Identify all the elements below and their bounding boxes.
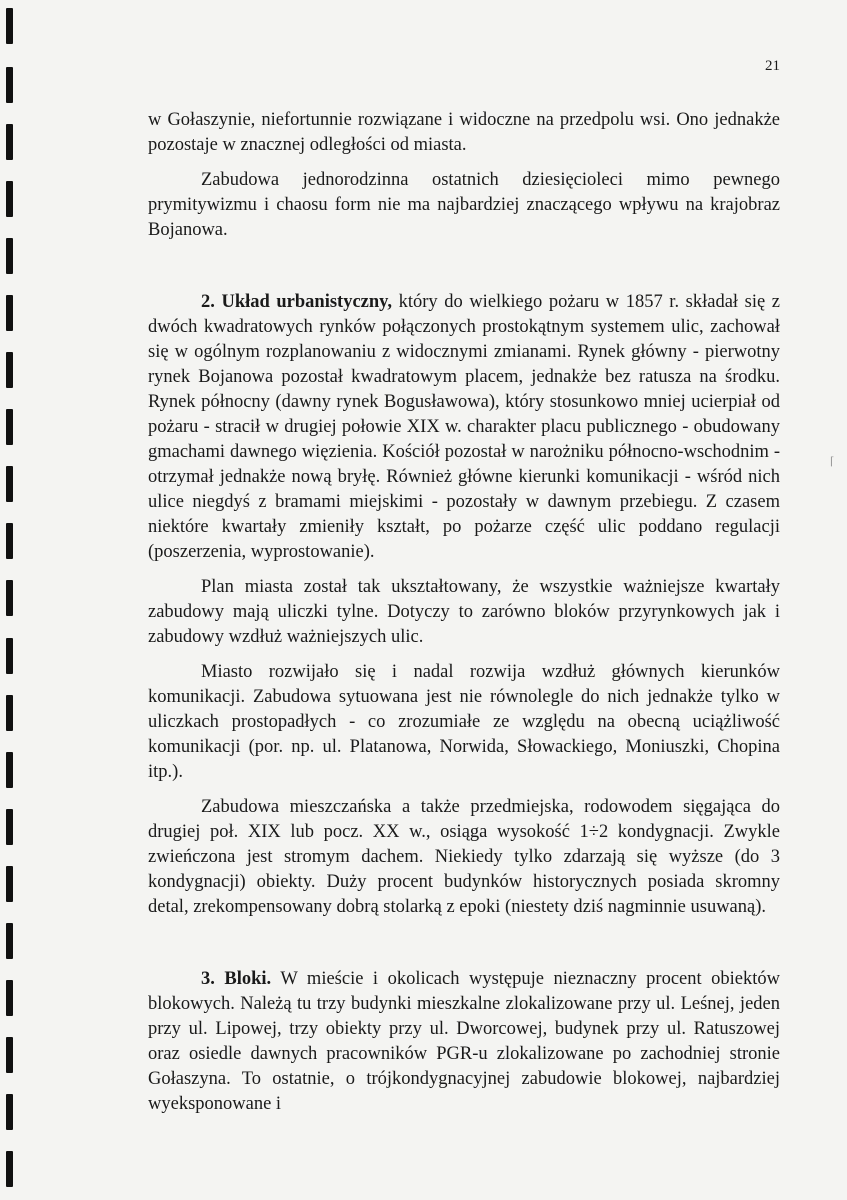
section-blocks [148, 967, 780, 1117]
scan-mark: ⌈ [830, 456, 835, 468]
binding-ring [6, 1151, 13, 1187]
document-body [148, 108, 780, 1117]
binding-ring [6, 8, 13, 44]
paragraph-text: który do wielkiego pożaru w 1857 r. składał się z dwóch kwadratowych rynków połączonych prostokątnym systemem ulic, zachował się w ogólnym rozplanowaniu z widocznymi zmianami. Rynek główny - pierwotny rynek Bojanowa pozostał kwadratowym placem, jednakże bez ratusza na środku. Rynek północny (dawny rynek Bogusławowa), który stosunkowo mniej ucierpiał od pożaru - stracił w drugiej połowie XIX w. charakter placu publicznego - obudowany gmachami dawnego więzienia. Kościół pozostał w narożniku północno-wschodnim - otrzymał jednakże nową bryłę. Również główne kierunki komunikacji - wśród nich ulice niegdyś z bramami miejskimi - pozostały w dawnym przebiegu. Z czasem niektóre kwartały zmieniły kształt, po pożarze część ulic poddano regulacji (poszerzenia, wyprostowanie). [148, 292, 780, 562]
binding-ring [6, 809, 13, 845]
binding-ring [6, 124, 13, 160]
page-number: 21 [765, 58, 780, 74]
paragraph-text: Plan miasta został tak ukształtowany, że wszystkie ważniejsze kwartały zabudowy mają uliczki tylne. Dotyczy to zarówno bloków przyrynkowych jak i zabudowy wzdłuż ważniejszych ulic. [148, 577, 780, 647]
binding-holes [6, 0, 20, 1200]
binding-ring [6, 295, 13, 331]
binding-ring [6, 409, 13, 445]
binding-ring [6, 638, 13, 674]
paragraph [148, 660, 780, 785]
paragraph [148, 168, 780, 243]
binding-ring [6, 523, 13, 559]
paragraph [148, 575, 780, 650]
binding-ring [6, 238, 13, 274]
section-urban-layout [148, 290, 780, 565]
paragraph-text: Zabudowa jednorodzinna ostatnich dziesięcioleci mimo pewnego prymitywizmu i chaosu form nie ma najbardziej znaczącego wpływu na krajobraz Bojanowa. [148, 170, 780, 240]
binding-ring [6, 466, 13, 502]
binding-ring [6, 1037, 13, 1073]
binding-ring [6, 752, 13, 788]
binding-ring [6, 980, 13, 1016]
binding-ring [6, 67, 13, 103]
binding-ring [6, 352, 13, 388]
binding-ring [6, 923, 13, 959]
paragraph [148, 795, 780, 920]
binding-ring [6, 1094, 13, 1130]
section-heading: 3. Bloki. [201, 969, 272, 989]
paragraph-text: W mieście i okolicach występuje nieznaczny procent obiektów blokowych. Należą tu trzy budynki mieszkalne zlokalizowane przy ul. Leśnej, jeden przy ul. Lipowej, trzy obiekty przy ul. Dworcowej, budynek przy ul. Ratuszowej oraz osiedle dawnych pracowników PGR-u zlokalizowane po zachodniej stronie Gołaszyna. To ostatnie, o trójkondygnacyjnej zabudowie blokowej, najbardziej wyeksponowane i [148, 969, 780, 1114]
paragraph-text: w Gołaszynie, niefortunnie rozwiązane i widoczne na przedpolu wsi. Ono jednakże pozostaje w znacznej odległości od miasta. [148, 110, 780, 155]
section-heading: 2. Układ urbanistyczny, [201, 292, 393, 312]
paragraph-text: Zabudowa mieszczańska a także przedmiejska, rodowodem sięgająca do drugiej poł. XIX lub pocz. XX w., osiąga wysokość 1÷2 kondygnacji. Zwykle zwieńczona jest stromym dachem. Niekiedy tylko zdarzają się wyższe (do 3 kondygnacji) obiekty. Duży procent budynków historycznych posiada skromny detal, zrekompensowany dobrą stolarką z epoki (niestety dziś nagminnie usuwaną). [148, 797, 780, 917]
binding-ring [6, 866, 13, 902]
paragraph [148, 108, 780, 158]
binding-ring [6, 181, 13, 217]
paragraph-text: Miasto rozwijało się i nadal rozwija wzdłuż głównych kierunków komunikacji. Zabudowa sytuowana jest nie równolegle do nich jednakże tylko w uliczkach prostopadłych - co zrozumiałe ze względu na obecną uciążliwość komunikacji (por. np. ul. Platanowa, Norwida, Słowackiego, Moniuszki, Chopina itp.). [148, 662, 780, 782]
binding-ring [6, 695, 13, 731]
binding-ring [6, 580, 13, 616]
